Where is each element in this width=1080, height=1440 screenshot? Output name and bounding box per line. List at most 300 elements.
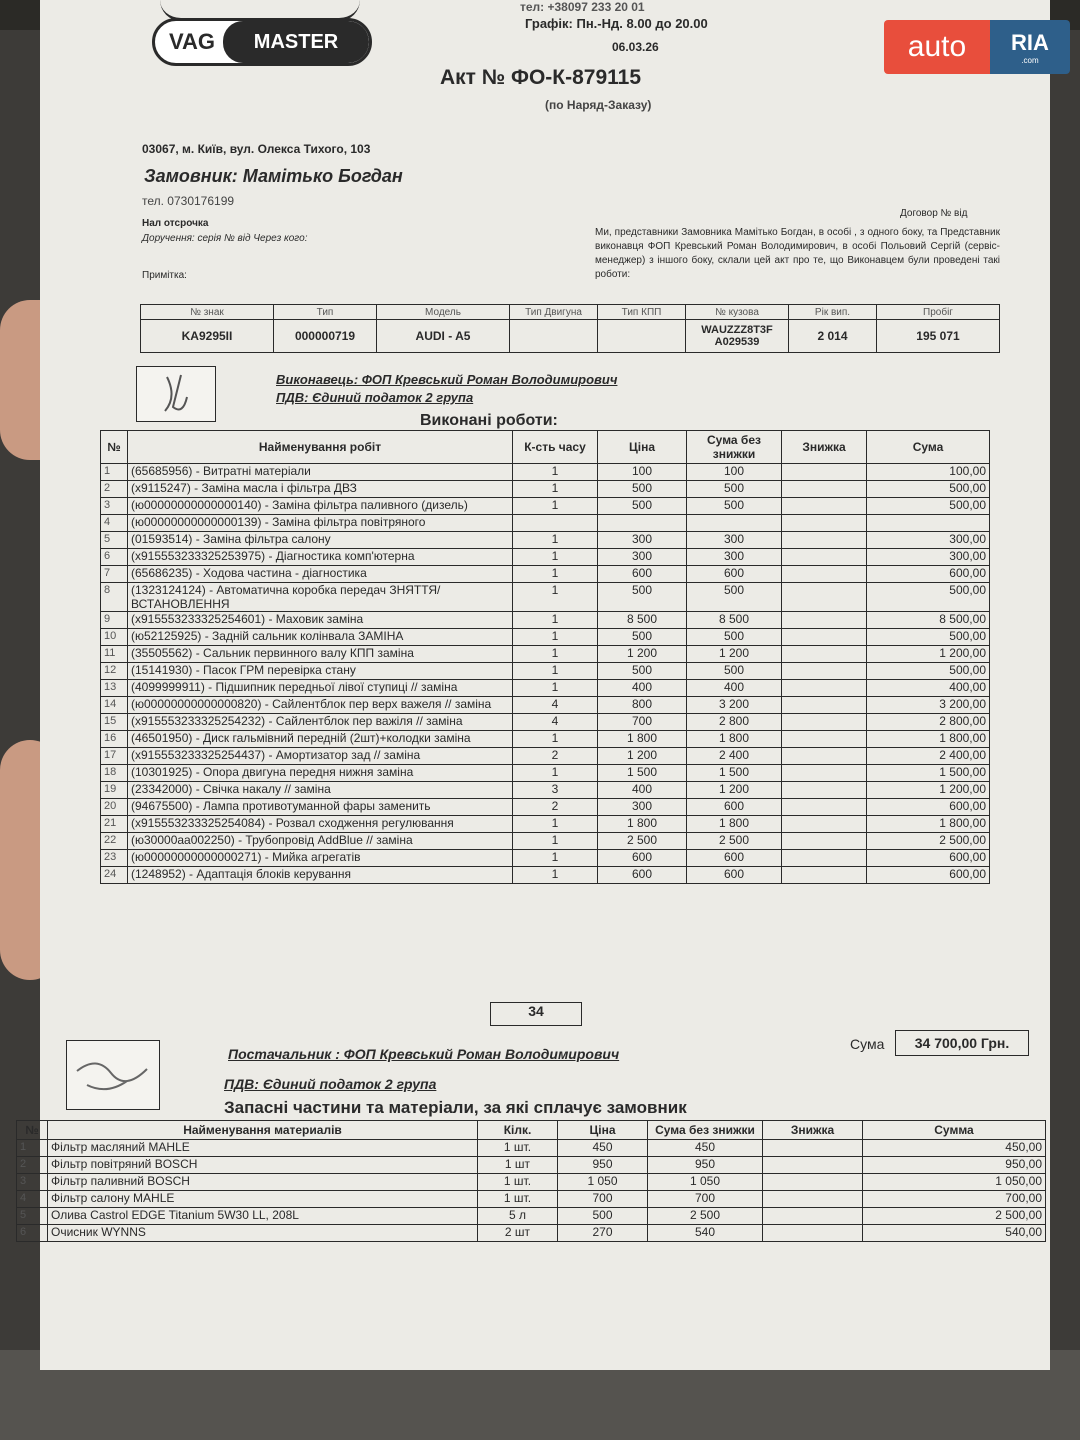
watermark-ria: RIA [1011,29,1049,55]
work-row [101,748,990,765]
parts-vat: ПДВ: Єдиний податок 2 група [224,1076,437,1092]
work-row-cell [782,850,867,867]
work-row-cell: 4 [513,714,598,731]
work-row-cell: 300 [687,549,782,566]
work-row-cell: 1 800,00 [867,731,990,748]
work-row-cell: 300,00 [867,532,990,549]
part-row-cell [763,1191,863,1208]
signature-stamp-icon [136,366,216,422]
sum-label: Сума [850,1036,885,1052]
work-row-cell: (1323124124) - Автоматична коробка передач ЗНЯТТЯ/ВСТАНОВЛЕННЯ [128,583,513,612]
work-row-cell: 3 [101,498,128,515]
part-row-cell: 1 шт [478,1157,558,1174]
work-row [101,583,990,612]
work-row-cell: 1 [513,583,598,612]
part-row-cell: Фільтр масляний MAHLE [48,1140,478,1157]
work-row-cell [782,833,867,850]
work-row-cell: 1 500 [687,765,782,782]
part-row-cell: 6 [17,1225,48,1242]
work-row-cell: 1 [513,833,598,850]
work-row-cell [782,765,867,782]
work-row-cell: (ю00000000000000140) - Заміна фільтра паливного (дизель) [128,498,513,515]
work-row-cell: 800 [598,697,687,714]
col-header: № [101,431,128,464]
work-row-cell: (x915553233325253975) - Діагностика комп'ютерна [128,549,513,566]
work-row-cell [598,515,687,532]
work-row-cell: 600 [687,867,782,884]
work-row-cell: 1 800 [687,816,782,833]
work-row [101,799,990,816]
work-row-cell: (94675500) - Лампа противотуманной фары заменить [128,799,513,816]
work-row-cell: 2 500,00 [867,833,990,850]
work-row-cell: 600 [598,867,687,884]
work-row-cell [782,566,867,583]
work-row-cell: 1 [513,498,598,515]
work-row-cell: 1 800 [598,816,687,833]
work-row-cell: 300 [598,799,687,816]
work-row-cell: (ю00000000000000820) - Сайлентблок пер верх важеля // заміна [128,697,513,714]
work-row-cell: 6 [101,549,128,566]
work-row-cell: 7 [101,566,128,583]
work-row-cell: 2 500 [598,833,687,850]
work-row-cell: 1 [513,680,598,697]
work-row-cell: 600 [687,566,782,583]
work-row-cell: 1 [513,646,598,663]
work-row-cell: (01593514) - Заміна фільтра салону [128,532,513,549]
work-row-cell [782,549,867,566]
part-row-cell: 500 [558,1208,648,1225]
vehicle-header: Тип КПП [598,305,686,320]
work-row [101,629,990,646]
act-title: Акт № ФО-К-879115 [440,66,642,89]
vehicle-header: Тип Двигуна [510,305,598,320]
work-row-cell: 8 500 [598,612,687,629]
col-header: Ціна [598,431,687,464]
work-row-cell: (4099999911) - Підшипник передньої лівої ступиці // заміна [128,680,513,697]
logo-master-text: MASTER [223,21,369,63]
vehicle-header: № знак [141,305,274,320]
col-header: Найменування робіт [128,431,513,464]
work-row-cell: 1 [513,731,598,748]
part-row-cell: 1 [17,1140,48,1157]
part-row-cell: Фільтр салону MAHLE [48,1191,478,1208]
work-row-cell [782,498,867,515]
work-row [101,782,990,799]
work-row-cell: 1 200 [598,748,687,765]
work-row-cell: 1 [513,481,598,498]
work-row-cell [782,532,867,549]
part-row [17,1140,1046,1157]
work-row-cell: (35505562) - Сальник первинного валу КПП заміна [128,646,513,663]
part-row-cell: 1 шт. [478,1140,558,1157]
work-row-cell: 500 [598,629,687,646]
work-row-cell: 1 [101,464,128,481]
work-row-cell: 4 [513,697,598,714]
work-row-cell [782,782,867,799]
work-row [101,515,990,532]
work-row-cell: 300 [598,549,687,566]
work-row-cell: 19 [101,782,128,799]
work-row-cell: (46501950) - Диск гальмівний передній (2шт)+колодки заміна [128,731,513,748]
work-row [101,549,990,566]
work-row-cell: 500,00 [867,583,990,612]
work-row-cell: 600,00 [867,799,990,816]
part-row [17,1225,1046,1242]
work-row-cell: 1 [513,663,598,680]
part-row-cell: 700 [558,1191,648,1208]
work-row [101,612,990,629]
part-row-cell: Олива Castrol EDGE Titanium 5W30 LL, 208L [48,1208,478,1225]
note: Примітка: [142,270,187,281]
part-row-cell [763,1140,863,1157]
work-row-cell: 1 200,00 [867,646,990,663]
autoria-watermark [884,20,1070,74]
work-row-cell: 500 [598,481,687,498]
part-row-cell: Очисник WYNNS [48,1225,478,1242]
part-row [17,1191,1046,1208]
work-row-cell: 600 [598,566,687,583]
col-header: Знижка [763,1121,863,1140]
watermark-domain: .com [1021,55,1039,65]
work-row-cell: 16 [101,731,128,748]
work-row-cell: 12 [101,663,128,680]
contract: Договор № від [900,208,968,219]
work-row [101,498,990,515]
work-row-cell: 1 [513,566,598,583]
work-row-cell: 500 [598,498,687,515]
work-row-cell: 400,00 [867,680,990,697]
part-row-cell [763,1208,863,1225]
part-row-cell: 4 [17,1191,48,1208]
work-row-cell [782,816,867,833]
vehicle-model: AUDI - A5 [377,320,510,353]
work-row-cell: 3 200 [687,697,782,714]
work-row-cell: 600 [687,850,782,867]
work-row-cell: (ю00000000000000139) - Заміна фільтра повітряного [128,515,513,532]
work-row-cell [782,867,867,884]
work-row-cell: (23342000) - Свічка накалу // заміна [128,782,513,799]
part-row-cell: 3 [17,1174,48,1191]
engine-type [510,320,598,353]
supplier: Постачальник : ФОП Кревський Роман Володимирович [228,1046,620,1062]
work-row-cell: 500,00 [867,629,990,646]
part-row-cell: 700,00 [863,1191,1046,1208]
work-row-cell [687,515,782,532]
part-row-cell: 450 [648,1140,763,1157]
part-row [17,1157,1046,1174]
part-row-cell: 5 л [478,1208,558,1225]
part-row-cell: 950 [648,1157,763,1174]
work-row-cell: 14 [101,697,128,714]
part-row-cell: 1 050,00 [863,1174,1046,1191]
col-header: Сума без знижки [687,431,782,464]
work-row-cell: 500 [687,583,782,612]
schedule: Графік: Пн.-Нд. 8.00 до 20.00 [525,16,708,31]
work-row-cell [782,612,867,629]
work-row-cell: 500 [598,663,687,680]
work-row-cell: (x915553233325254437) - Амортизатор зад // заміна [128,748,513,765]
work-row [101,731,990,748]
work-row-cell: 2 400 [687,748,782,765]
work-row-cell: 600 [598,850,687,867]
works-title: Виконані роботи: [420,412,558,429]
work-row-cell: 1 [513,612,598,629]
work-row-cell [782,481,867,498]
work-row-cell: 1 500 [598,765,687,782]
work-row-cell: 500,00 [867,481,990,498]
work-row-cell: 3 200,00 [867,697,990,714]
work-row-cell: 600 [687,799,782,816]
work-row-cell [867,515,990,532]
vin: WAUZZZ8T3F A029539 [686,320,789,353]
customer-phone: тел. 0730176199 [142,194,235,208]
watermark-auto: auto [884,20,990,74]
work-row [101,663,990,680]
work-row-cell: 1 [513,549,598,566]
address: 03067, м. Київ, вул. Олекса Тихого, 103 [142,142,371,156]
work-row-cell: 600,00 [867,566,990,583]
part-row [17,1174,1046,1191]
part-row-cell: 2 [17,1157,48,1174]
work-row-cell: 9 [101,612,128,629]
work-row-cell: 1 800 [598,731,687,748]
col-header: № [17,1121,48,1140]
hours-total: 34 [490,1002,582,1026]
invoice-document [20,0,1050,1370]
work-row-cell: 100,00 [867,464,990,481]
work-row-cell: 1 [513,532,598,549]
col-header: К-сть часу [513,431,598,464]
work-row-cell: 500 [687,481,782,498]
vehicle-header: Рік вип. [789,305,877,320]
part-row-cell: 5 [17,1208,48,1225]
work-row-cell: 2 [513,799,598,816]
part-row-cell: 700 [648,1191,763,1208]
work-row-cell: 15 [101,714,128,731]
work-row-cell: 1 [513,464,598,481]
work-row-cell: (x915553233325254084) - Розвал сходження регулювання [128,816,513,833]
part-row-cell: 1 шт. [478,1191,558,1208]
work-row-cell: 24 [101,867,128,884]
work-row-cell: 3 [513,782,598,799]
vehicle-header: Модель [377,305,510,320]
part-row-cell: 540 [648,1225,763,1242]
parts-title: Запасні частини та матеріали, за які сплачує замовник [224,1098,687,1117]
work-row-cell: (65686235) - Ходова частина - діагностика [128,566,513,583]
work-row-cell [782,714,867,731]
part-row-cell: 1 050 [558,1174,648,1191]
work-row [101,646,990,663]
work-row-cell: 300,00 [867,549,990,566]
work-row [101,680,990,697]
work-row-cell [782,629,867,646]
part-row-cell: 2 500 [648,1208,763,1225]
vehicle-header: Тип [274,305,377,320]
work-row-cell [513,515,598,532]
work-row-cell: 1 200 [687,782,782,799]
work-row-cell: 5 [101,532,128,549]
work-row-cell: 1 200,00 [867,782,990,799]
part-row-cell: 2 500,00 [863,1208,1046,1225]
work-row [101,714,990,731]
work-row-cell: 1 800,00 [867,816,990,833]
part-row-cell: 1 шт. [478,1174,558,1191]
part-row-cell: 950 [558,1157,648,1174]
act-subtitle: (по Наряд-Заказу) [545,98,652,112]
work-row-cell: (15141930) - Пасок ГРМ перевірка стану [128,663,513,680]
part-row-cell [763,1157,863,1174]
part-row-cell: 450,00 [863,1140,1046,1157]
work-row-cell: 2 [101,481,128,498]
work-row-cell: 1 [513,816,598,833]
work-row-cell: 100 [598,464,687,481]
work-row-cell: 700 [598,714,687,731]
work-row-cell: 500,00 [867,663,990,680]
work-row-cell: 400 [687,680,782,697]
work-row [101,867,990,884]
vehicle-type: 000000719 [274,320,377,353]
work-row-cell: 1 200 [598,646,687,663]
work-row-cell: 500 [687,629,782,646]
parts-table [16,1120,1046,1242]
part-row-cell: 540,00 [863,1225,1046,1242]
work-row-cell [782,748,867,765]
sum-value: 34 700,00 Грн. [895,1030,1029,1056]
work-row-cell: 4 [101,515,128,532]
works-table [100,430,990,884]
work-row-cell: 500,00 [867,498,990,515]
work-row-cell: 300 [687,532,782,549]
gearbox-type [598,320,686,353]
customer: Замовник: Мамітько Богдан [144,166,403,186]
part-row-cell: 1 050 [648,1174,763,1191]
work-row-cell: 300 [598,532,687,549]
work-row-cell: 500 [687,663,782,680]
col-header: Ціна [558,1121,648,1140]
deferral: Нал отсрочка [142,218,209,229]
work-row [101,532,990,549]
work-row-cell [782,464,867,481]
work-row-cell: 23 [101,850,128,867]
work-row-cell: 22 [101,833,128,850]
work-row [101,833,990,850]
part-row [17,1208,1046,1225]
executor: Виконавець: ФОП Кревський Роман Володимирович [276,372,618,387]
supplier-signature-icon [66,1040,160,1110]
work-row [101,816,990,833]
work-row-cell: 1 200 [687,646,782,663]
work-row-cell: 400 [598,680,687,697]
work-row-cell [782,583,867,612]
work-row-cell: 2 [513,748,598,765]
work-row-cell: 1 [513,867,598,884]
work-row-cell: 1 500,00 [867,765,990,782]
work-row [101,464,990,481]
vehicle-header: Пробіг [877,305,1000,320]
work-row-cell: 600,00 [867,850,990,867]
work-row-cell: 8 [101,583,128,612]
work-row [101,765,990,782]
part-row-cell [763,1174,863,1191]
work-row-cell: 13 [101,680,128,697]
vehicle-header: № кузова [686,305,789,320]
work-row-cell: (ю00000000000000271) - Мийка агрегатів [128,850,513,867]
col-header: Кілк. [478,1121,558,1140]
work-row [101,850,990,867]
work-row-cell: (x9115247) - Заміна масла і фільтра ДВЗ [128,481,513,498]
work-row [101,697,990,714]
work-row-cell: 2 800 [687,714,782,731]
part-row-cell: 450 [558,1140,648,1157]
watermark-ria-block [990,20,1070,74]
mileage: 195 071 [877,320,1000,353]
work-row [101,566,990,583]
work-row-cell: 400 [598,782,687,799]
part-row-cell: 2 шт [478,1225,558,1242]
work-row-cell: 500 [598,583,687,612]
work-row-cell [782,515,867,532]
work-row-cell [782,697,867,714]
preamble: Ми, представники Замовника Мамітько Богдан, в особі , з одного боку, та Представник виконавця ФОП Кревський Роман Володимирович, в особі Польовий Сергій (сервіс-менеджер) з іншого боку, склали цей акт про те, що Виконавцем були проведені такі роботи: [595,227,1000,280]
work-row-cell: 2 500 [687,833,782,850]
work-row-cell [782,646,867,663]
work-row-cell: (ю30000aa002250) - Трубопровід AddBlue // заміна [128,833,513,850]
part-row-cell [763,1225,863,1242]
work-row-cell: (x915553233325254601) - Маховик заміна [128,612,513,629]
col-header: Знижка [782,431,867,464]
power-of-attorney: Доручення: серія № від Через кого: [142,233,308,244]
part-row-cell: Фільтр паливний BOSCH [48,1174,478,1191]
work-row-cell: (10301925) - Опора двигуна передня нижня заміна [128,765,513,782]
work-row-cell: 18 [101,765,128,782]
logo-vag-text: VAG [169,29,216,54]
col-header: Сума без знижки [648,1121,763,1140]
work-row-cell: 600,00 [867,867,990,884]
work-row-cell: 500 [687,498,782,515]
work-row-cell: 20 [101,799,128,816]
work-row-cell: 11 [101,646,128,663]
year: 2 014 [789,320,877,353]
work-row-cell: 1 [513,850,598,867]
work-row-cell: (65685956) - Витратні матеріали [128,464,513,481]
work-row-cell: 8 500 [687,612,782,629]
work-row-cell: (1248952) - Адаптація блоків керування [128,867,513,884]
work-row-cell: 21 [101,816,128,833]
work-row-cell: 10 [101,629,128,646]
col-header: Сумма [863,1121,1046,1140]
col-header: Найменування материалів [48,1121,478,1140]
part-row-cell: 270 [558,1225,648,1242]
work-row-cell: 1 800 [687,731,782,748]
work-row [101,481,990,498]
work-row-cell [782,731,867,748]
work-row-cell: 8 500,00 [867,612,990,629]
work-row-cell [782,799,867,816]
work-row-cell: 100 [687,464,782,481]
date: 06.03.26 [612,40,659,54]
plate-number: KA9295II [141,320,274,353]
vag-master-logo [152,18,372,66]
work-row-cell [782,680,867,697]
part-row-cell: Фільтр повітряний BOSCH [48,1157,478,1174]
part-row-cell: 950,00 [863,1157,1046,1174]
work-row-cell: 17 [101,748,128,765]
work-row-cell: (x915553233325254232) - Сайлентблок пер важіля // заміна [128,714,513,731]
work-row-cell: (ю52125925) - Задній сальник колінвала ЗАМІНА [128,629,513,646]
work-row-cell: 1 [513,629,598,646]
phone: тел: +38097 233 20 01 [520,0,645,14]
work-row-cell: 2 400,00 [867,748,990,765]
